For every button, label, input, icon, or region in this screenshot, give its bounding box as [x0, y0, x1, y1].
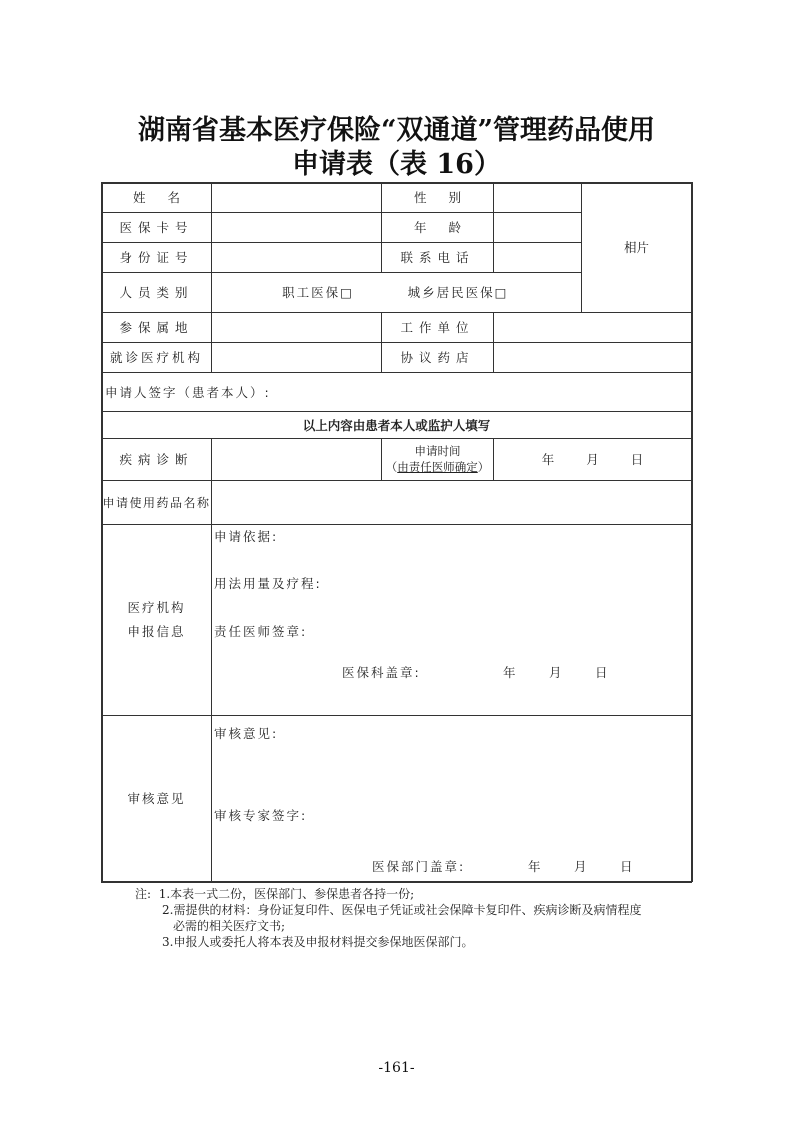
work-label: 工作单位 [400, 320, 475, 335]
institution-label-line2: 申报信息 [127, 623, 186, 639]
date-month: 月 [586, 452, 599, 467]
gender-label: 性别 [413, 190, 483, 205]
photo-area[interactable] [582, 182, 691, 312]
paren-open: （ [385, 460, 398, 474]
region-field[interactable] [212, 312, 381, 342]
bureau-date-year: 年 [528, 859, 541, 874]
note-line [135, 886, 641, 902]
work-field[interactable] [494, 312, 691, 342]
expert-signature-field[interactable]: 审核专家签字: [214, 808, 308, 823]
date-year: 年 [541, 452, 555, 467]
basis-field[interactable]: 申请依据: [214, 529, 279, 544]
name-label: 姓名 [132, 190, 202, 205]
drug-name-label: 申请使用药品名称 [102, 495, 211, 510]
age-label: 年龄 [413, 220, 483, 235]
category-option-resident[interactable]: 城乡居民医保□ [407, 285, 509, 300]
id-label: 身份证号 [119, 250, 194, 265]
age-field[interactable] [494, 212, 581, 242]
category-option-employee[interactable]: 职工医保□ [282, 285, 354, 300]
paren-close: ） [477, 460, 490, 474]
doctor-signature-field[interactable]: 责任医师签章: [214, 624, 308, 639]
dept-date-day: 日 [595, 665, 608, 680]
pharmacy-field[interactable] [494, 342, 691, 372]
phone-field[interactable] [494, 242, 581, 272]
filled-by-note: 以上内容由患者本人或监护人填写 [302, 417, 491, 433]
apply-time-label [382, 438, 493, 480]
note-item-2-cont: 必需的相关医疗文书; [173, 919, 286, 933]
dept-date-month: 月 [549, 665, 562, 680]
card-label: 医保卡号 [119, 220, 194, 235]
category-label: 人员类别 [119, 285, 194, 300]
name-field[interactable] [212, 182, 381, 212]
photo-label: 相片 [623, 240, 649, 255]
bureau-date-month: 月 [574, 859, 587, 874]
note-item-3: 3.申报人或委托人将本表及申报材料提交参保地医保部门。 [162, 935, 474, 949]
border-bottom [101, 881, 692, 883]
hospital-label: 就诊医疗机构 [109, 350, 203, 365]
note-item-1: 1.本表一式二份，医保部门、参保患者各持一份; [158, 887, 415, 901]
date-day: 日 [630, 452, 644, 467]
review-label: 审核意见 [127, 791, 186, 806]
dept-stamp-field[interactable]: 医保科盖章: [342, 665, 421, 680]
dept-date-year: 年 [503, 665, 516, 680]
apply-time-subtitle [386, 459, 490, 475]
usage-field[interactable]: 用法用量及疗程: [214, 576, 322, 591]
phone-label: 联系电话 [400, 250, 475, 265]
pharmacy-label: 协议药店 [400, 350, 475, 365]
notes [135, 886, 641, 950]
apply-date-field[interactable] [494, 438, 691, 480]
diagnosis-field[interactable] [212, 438, 381, 480]
institution-label-line1: 医疗机构 [127, 599, 186, 615]
apply-time-determiner: 由责任医师确定 [397, 460, 478, 474]
drug-name-field[interactable] [212, 480, 691, 524]
institution-label [102, 524, 211, 715]
bureau-stamp-field[interactable]: 医保部门盖章: [372, 859, 466, 874]
page-number: -161- [378, 1060, 415, 1076]
notes-prefix: 注: [135, 887, 152, 901]
bureau-date-day: 日 [620, 859, 633, 874]
form-title-line1: 湖南省基本医疗保险“双通道”管理药品使用 [137, 115, 656, 146]
diagnosis-label: 疾病诊断 [119, 452, 194, 467]
id-field[interactable] [212, 242, 381, 272]
applicant-signature-field[interactable]: 申请人签字（患者本人）: [105, 384, 271, 400]
review-opinion-field[interactable]: 审核意见: [214, 726, 279, 741]
note-item-2: 2.需提供的材料：身份证复印件、医保电子凭证或社会保障卡复印件、疾病诊断及病情程度 [162, 903, 642, 917]
region-label: 参保属地 [119, 320, 194, 335]
form-title-line2: 申请表（表 16） [292, 149, 501, 180]
card-field[interactable] [212, 212, 381, 242]
hospital-field[interactable] [212, 342, 381, 372]
gender-field[interactable] [494, 182, 581, 212]
apply-time-title: 申请时间 [414, 444, 461, 458]
border-right [691, 182, 693, 882]
